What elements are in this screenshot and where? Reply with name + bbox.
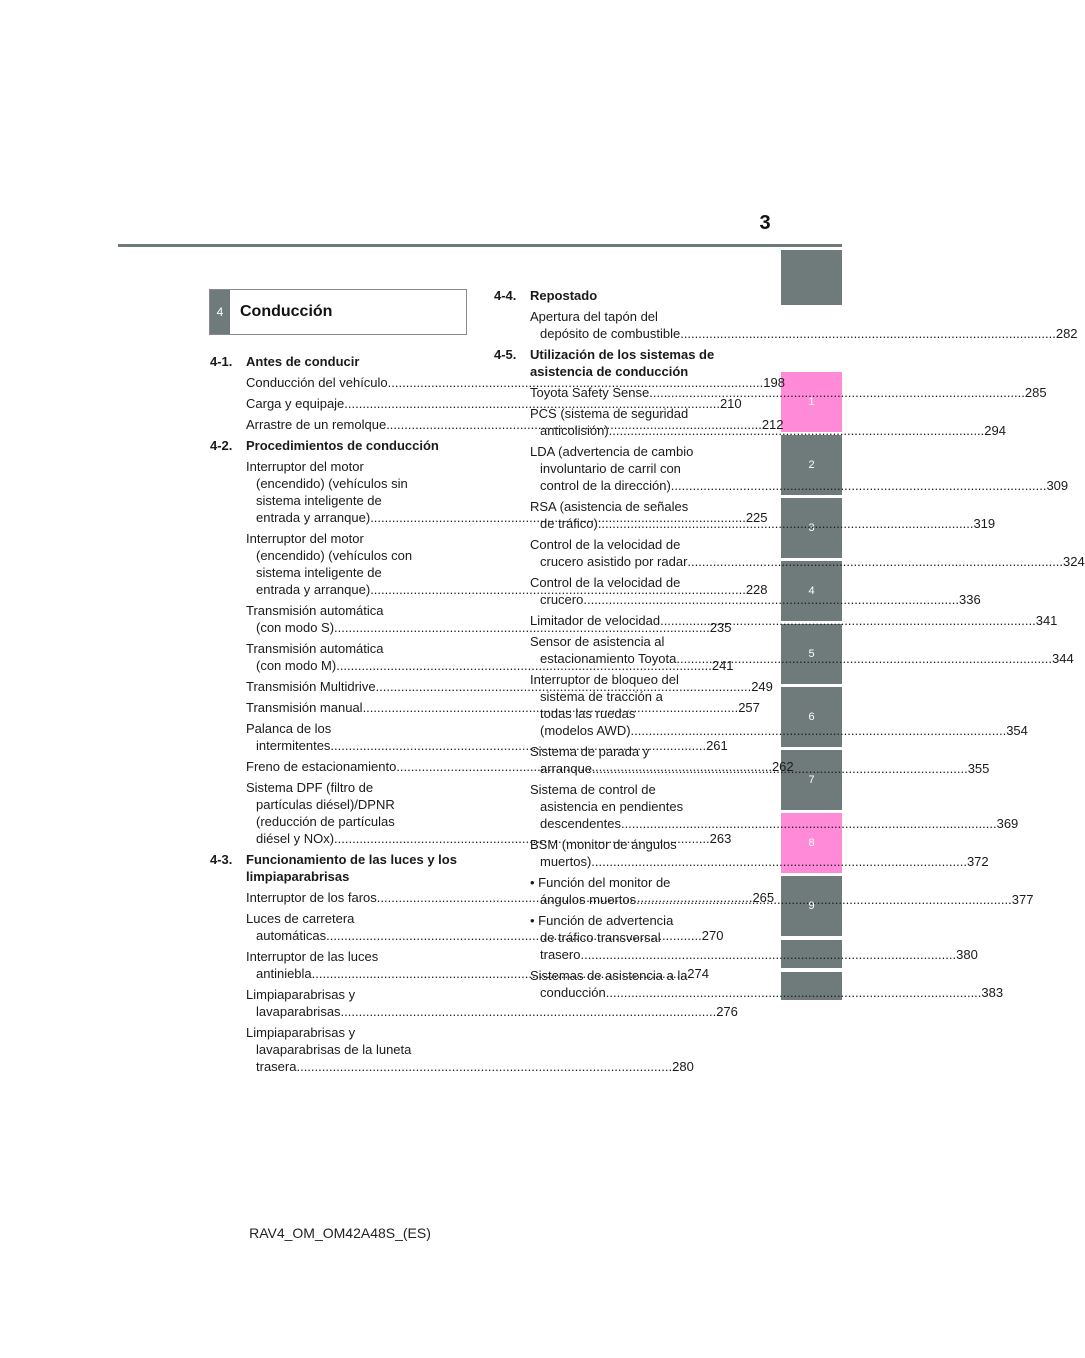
toc-entry[interactable]: [530, 443, 1069, 494]
toc-entry-text: anticolisión): [540, 423, 609, 438]
toc-section-title: Antes de conducir: [246, 354, 360, 369]
toc-page-number: 336: [959, 592, 981, 607]
dot-leader: [591, 853, 967, 870]
toc-entry-line-with-page: [246, 1058, 694, 1075]
toc-entry[interactable]: [530, 384, 1047, 401]
toc-entry-text: conducción: [540, 985, 606, 1000]
toc-page-number: 228: [745, 582, 768, 597]
toc-entry-text: Sistema DPF (filtro de: [246, 780, 374, 795]
toc-entry[interactable]: [530, 612, 1058, 629]
toc-entry-text: Sistema de control de: [530, 782, 656, 797]
dot-leader: [636, 891, 1012, 908]
chapter-tab-5: 5: [781, 624, 842, 684]
toc-entry-line-with-page: [530, 891, 1033, 908]
toc-entry-text: intermitentes: [256, 738, 331, 753]
chapter-tab-8: 8: [781, 813, 842, 873]
dot-leader: [676, 650, 1052, 667]
toc-entry[interactable]: [530, 633, 1074, 667]
toc-entry-text: Sensor de asistencia al: [530, 634, 665, 649]
toc-entry-text: Apertura del tapón del: [530, 309, 658, 324]
toc-entry-text: trasero: [540, 947, 581, 962]
toc-entry-line-with-page: [246, 1003, 738, 1020]
toc-entry-text: • Función del monitor de: [530, 875, 671, 890]
toc-entry[interactable]: [530, 781, 1019, 832]
toc-page-number: 282: [1055, 326, 1078, 341]
dot-leader: [583, 591, 959, 608]
dot-leader: [621, 815, 997, 832]
toc-entry[interactable]: [530, 536, 1085, 570]
chapter-tab-6: 6: [781, 687, 842, 747]
toc-page-number: 354: [1006, 723, 1028, 738]
toc-page-number: 344: [1052, 651, 1074, 666]
toc-page-number: 377: [1011, 892, 1034, 907]
toc-page-number: 355: [967, 761, 990, 776]
toc-entry-text: Transmisión automática: [246, 641, 384, 656]
toc-entry-text: Arrastre de un remolque: [246, 417, 387, 432]
toc-page-number: 274: [687, 966, 709, 981]
toc-entry-text: Limitador de velocidad: [530, 613, 661, 628]
toc-entry[interactable]: [530, 967, 1004, 1001]
toc-page-number: 369: [996, 816, 1019, 831]
toc-entry-line-with-page: [530, 515, 995, 532]
toc-entry-line-with-page: [530, 815, 1018, 832]
toc-page-number: 261: [706, 738, 728, 753]
dot-leader: [580, 946, 956, 963]
toc-entry-text: control de la dirección): [540, 478, 671, 493]
toc-entry-text: arranque: [540, 761, 593, 776]
toc-entry-text: antiniebla: [256, 966, 312, 981]
toc-entry[interactable]: [530, 308, 1078, 342]
toc-entry-text: Limpiaparabrisas y: [246, 1025, 356, 1040]
toc-section-title: Procedimientos de conducción: [246, 438, 439, 453]
toc-entry-line-with-page: [530, 553, 1085, 570]
toc-entry-line-with-page: [530, 760, 989, 777]
toc-entry-text: BSM (monitor de ángulos: [530, 837, 677, 852]
toc-page-number: 262: [771, 759, 794, 774]
toc-entry-text: entrada y arranque): [256, 510, 371, 525]
chapter-tab-9: 9: [781, 876, 842, 936]
toc-page-number: 276: [716, 1004, 738, 1019]
toc-section-heading: [494, 287, 744, 304]
toc-entry-text: Interruptor del motor: [246, 531, 364, 546]
dot-leader: [598, 515, 974, 532]
toc-entry-text: crucero asistido por radar: [540, 554, 688, 569]
toc-entry-text: crucero: [540, 592, 584, 607]
dot-leader: [660, 612, 1036, 629]
toc-entry-text: Sistema de parada y: [530, 744, 650, 759]
toc-entry-text: (encendido) (vehículos con: [256, 548, 413, 563]
toc-section-number: 4-5.: [494, 347, 517, 362]
toc-entry-text: todas las ruedas: [540, 706, 636, 721]
toc-page-number: 380: [956, 947, 978, 962]
toc-section-number: 4-2.: [210, 438, 233, 453]
toc-entry-text: Freno de estacionamiento: [246, 759, 397, 774]
toc-page-number: 263: [709, 831, 732, 846]
header-rule: [118, 244, 842, 247]
dot-leader: [631, 722, 1007, 739]
toc-entry-text: Sistemas de asistencia a la: [530, 968, 688, 983]
dot-leader: [680, 325, 1056, 342]
toc-page-number: 383: [981, 985, 1004, 1000]
toc-entry-text: muertos): [540, 854, 592, 869]
toc-entry-line-with-page: [530, 325, 1078, 342]
toc-section-heading: [210, 437, 460, 454]
dot-leader: [671, 477, 1047, 494]
chapter-tab-2: 2: [781, 435, 842, 495]
toc-entry-text: de tráfico transversal: [540, 930, 661, 945]
toc-entry-text: sistema inteligente de: [256, 493, 382, 508]
toc-section-heading: [210, 851, 460, 885]
dot-leader: [341, 1003, 717, 1020]
toc-entry-text: entrada y arranque): [256, 582, 371, 597]
toc-entry-text: depósito de combustible: [540, 326, 681, 341]
toc-page-number: 198: [763, 375, 785, 390]
toc-entry-text: Conducción del vehículo: [246, 375, 388, 390]
dot-leader: [296, 1058, 672, 1075]
toc-section-number: 4-4.: [494, 288, 517, 303]
toc-page-number: 372: [966, 854, 989, 869]
section-title: Conducción: [240, 303, 333, 320]
toc-section-number: 4-1.: [210, 354, 233, 369]
toc-entry-line-with-page: [530, 853, 989, 870]
toc-page-number: 294: [984, 423, 1006, 438]
toc-entry-text: Interruptor del motor: [246, 459, 364, 474]
toc-entry-text: ángulos muertos: [540, 892, 637, 907]
toc-entry-text: • Función de advertencia: [530, 913, 674, 928]
toc-page-number: 225: [745, 510, 768, 525]
toc-entry-text: Palanca de los: [246, 721, 332, 736]
toc-page-number: 285: [1024, 385, 1047, 400]
toc-entry[interactable]: [530, 836, 989, 870]
chapter-tab-1: 1: [781, 372, 842, 432]
toc-entry-text: Carga y equipaje: [246, 396, 345, 411]
toc-entry-line-with-page: [530, 946, 978, 963]
toc-section-heading: [494, 346, 744, 380]
toc-entry-text: Control de la velocidad de: [530, 537, 681, 552]
toc-page-number: 280: [672, 1059, 694, 1074]
toc-entry-text: RSA (asistencia de señales: [530, 499, 689, 514]
toc-entry[interactable]: [246, 374, 785, 391]
toc-entry-line-with-page: [530, 612, 1057, 629]
dot-leader: [609, 422, 985, 439]
toc-page-number: 241: [711, 658, 734, 673]
toc-entry-text: Interruptor de bloqueo del: [530, 672, 679, 687]
chapter-tab-3: 3: [781, 498, 842, 558]
document-code-footer: RAV4_OM_OM42A48S_(ES): [249, 1225, 431, 1241]
toc-entry-text: Limpiaparabrisas y: [246, 987, 356, 1002]
toc-page-number: 309: [1046, 478, 1069, 493]
toc-entry-text: descendentes: [540, 816, 621, 831]
toc-section-number: 4-3.: [210, 852, 233, 867]
toc-entry-text: (modelos AWD): [540, 723, 631, 738]
toc-page-number: 210: [719, 396, 742, 411]
toc-entry-line-with-page: [530, 384, 1047, 401]
toc-section-title: Utilización de los sistemas de asistencia de conducción: [530, 347, 715, 379]
dot-leader: [592, 760, 968, 777]
toc-entry-text: involuntario de carril con: [540, 461, 681, 476]
toc-entry-text: sistema de tracción a: [540, 689, 663, 704]
toc-entry-line-with-page: [530, 722, 1028, 739]
toc-section-heading: [210, 353, 460, 370]
toc-entry-text: (encendido) (vehículos sin: [256, 476, 408, 491]
toc-page-number: 341: [1035, 613, 1058, 628]
toc-section-title: Repostado: [530, 288, 598, 303]
toc-page-number: 249: [751, 679, 773, 694]
dot-leader: [606, 984, 982, 1001]
toc-entry-text: sistema inteligente de: [256, 565, 382, 580]
toc-entry-text: Transmisión manual: [246, 700, 363, 715]
toc-entry-text: asistencia en pendientes: [540, 799, 684, 814]
toc-entry-text: estacionamiento Toyota: [540, 651, 677, 666]
toc-entry[interactable]: [530, 912, 978, 963]
section-header: [209, 289, 467, 335]
toc-entry-text: automáticas: [256, 928, 327, 943]
chapter-tab-7: 7: [781, 750, 842, 810]
toc-entry-line-with-page: [530, 591, 981, 608]
toc-page-number: 257: [738, 700, 760, 715]
toc-entry-text: partículas diésel)/DPNR: [256, 797, 395, 812]
dot-leader: [649, 384, 1025, 401]
toc-page-number: 270: [701, 928, 724, 943]
toc-entry-line-with-page: [530, 422, 1006, 439]
toc-entry-line-with-page: [530, 650, 1074, 667]
toc-page-number: 235: [709, 620, 732, 635]
toc-entry-text: Toyota Safety Sense: [530, 385, 650, 400]
toc-entry-text: diésel y NOx): [256, 831, 335, 846]
toc-entry[interactable]: [246, 395, 742, 412]
section-number: 4: [210, 290, 230, 334]
toc-entry-text: Control de la velocidad de: [530, 575, 681, 590]
toc-entry-text: PCS (sistema de seguridad: [530, 406, 689, 421]
toc-entry-text: lavaparabrisas: [256, 1004, 341, 1019]
toc-entry-text: (con modo M): [256, 658, 337, 673]
chapter-tab-blank: [781, 250, 842, 305]
toc-entry-text: Transmisión Multidrive: [246, 679, 376, 694]
toc-entry-line-with-page: [530, 477, 1068, 494]
toc-entry-text: de tráfico): [540, 516, 598, 531]
toc-entry-text: Luces de carretera: [246, 911, 355, 926]
chapter-tab-4: 4: [781, 561, 842, 621]
toc-entry-text: Interruptor de las luces: [246, 949, 379, 964]
toc-entry-text: trasera: [256, 1059, 297, 1074]
toc-entry-text: Interruptor de los faros: [246, 890, 377, 905]
toc-entry-text: LDA (advertencia de cambio: [530, 444, 694, 459]
toc-entry-text: lavaparabrisas de la luneta: [256, 1042, 412, 1057]
page-number: 3: [759, 212, 771, 234]
toc-page-number: 265: [752, 890, 775, 905]
toc-entry-text: Transmisión automática: [246, 603, 384, 618]
toc-entry[interactable]: [246, 1024, 694, 1075]
toc-section-title: Funcionamiento de las luces y los limpiaparabrisas: [246, 852, 457, 884]
toc-entry-text: (con modo S): [256, 620, 335, 635]
toc-page-number: 319: [973, 516, 996, 531]
toc-entry-line-with-page: [530, 984, 1003, 1001]
dot-leader: [687, 553, 1063, 570]
toc-entry-text: (reducción de partículas: [256, 814, 395, 829]
toc-page-number: 212: [761, 417, 784, 432]
toc-page-number: 324: [1063, 554, 1085, 569]
